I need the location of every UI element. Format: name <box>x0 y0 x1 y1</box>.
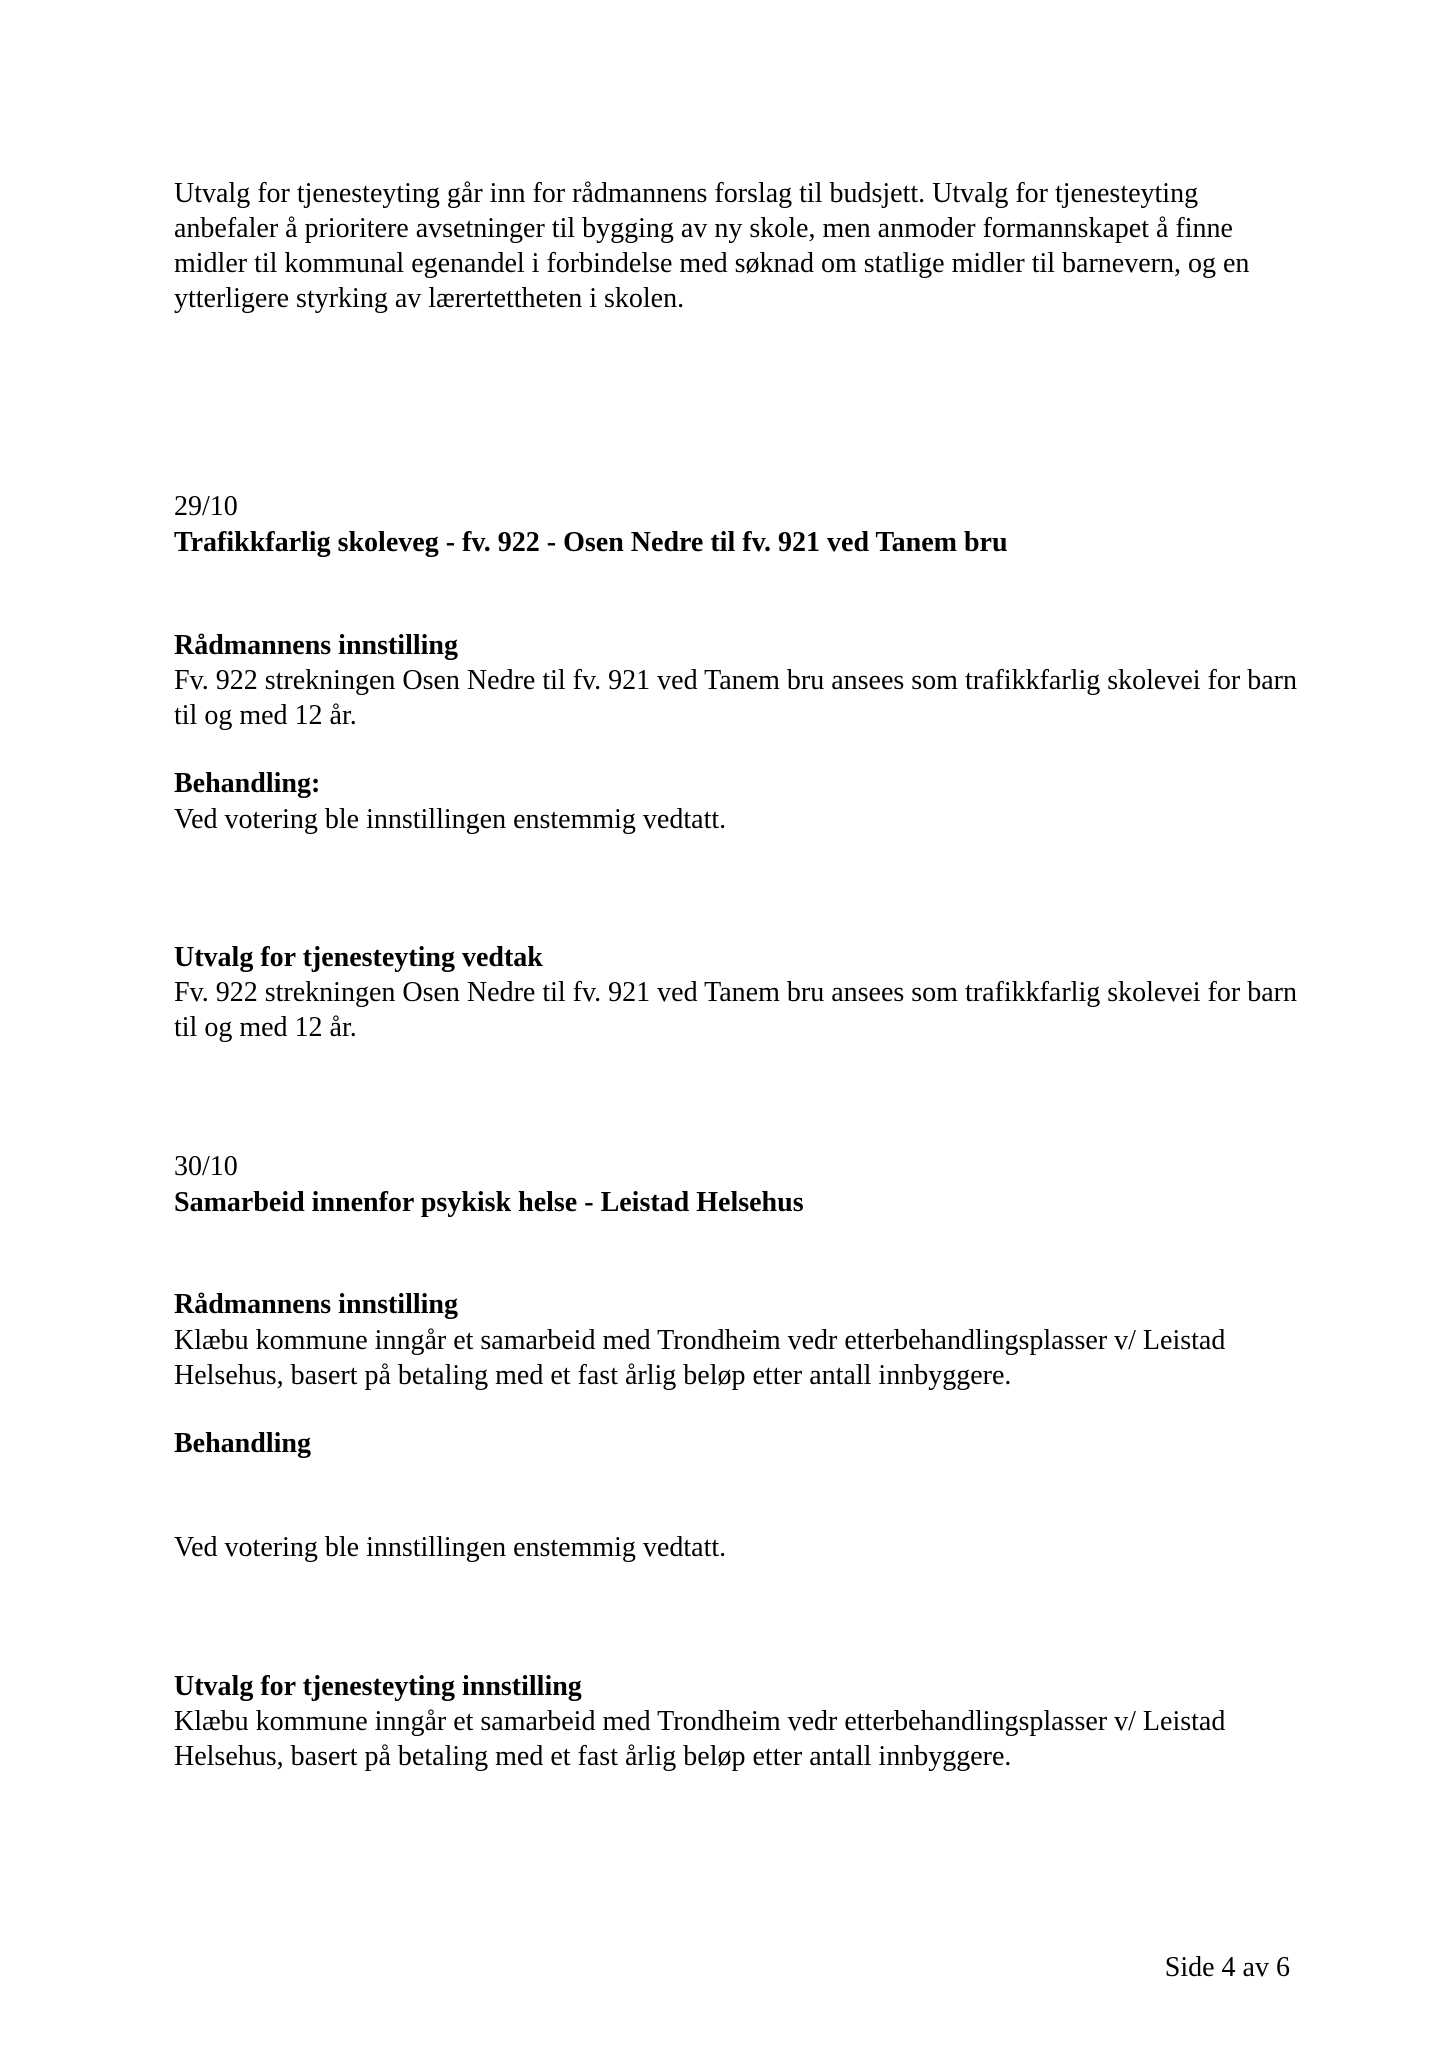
case-30-number: 30/10 <box>174 1151 238 1182</box>
case-29-treatment-heading: Behandling: <box>174 768 321 799</box>
case-30-treatment-text: Ved votering ble innstillingen enstemmig vedtatt. <box>174 1532 727 1563</box>
case-30-treatment-heading: Behandling <box>174 1428 311 1459</box>
case-30-committee-heading: Utvalg for tjenesteyting innstilling <box>174 1671 582 1702</box>
case-29-treatment-text: Ved votering ble innstillingen enstemmig vedtatt. <box>174 804 727 835</box>
case-30-committee-text: Klæbu kommune inngår et samarbeid med Trondheim vedr etterbehandlingsplasser v/ Leistad Helsehus, basert på betaling med et fast årlig beløp etter antall innbyggere. <box>174 1706 1226 1772</box>
case-30-recommendation-heading: Rådmannens innstilling <box>174 1289 458 1320</box>
case-29-recommendation-text: Fv. 922 strekningen Osen Nedre til fv. 921 ved Tanem bru ansees som trafikkfarlig skolevei for barn til og med 12 år. <box>174 665 1297 731</box>
case-29-title: Trafikkfarlig skoleveg - fv. 922 - Osen Nedre til fv. 921 ved Tanem bru <box>174 527 1008 558</box>
case-29-number: 29/10 <box>174 491 238 522</box>
case-30-recommendation-text: Klæbu kommune inngår et samarbeid med Trondheim vedr etterbehandlingsplasser v/ Leistad Helsehus, basert på betaling med et fast årlig beløp etter antall innbyggere. <box>174 1325 1226 1391</box>
case-29-decision-heading: Utvalg for tjenesteyting vedtak <box>174 942 543 973</box>
case-29-decision-text: Fv. 922 strekningen Osen Nedre til fv. 921 ved Tanem bru ansees som trafikkfarlig skolevei for barn til og med 12 år. <box>174 977 1297 1043</box>
intro-paragraph: Utvalg for tjenesteyting går inn for rådmannens forslag til budsjett. Utvalg for tjenesteyting anbefaler å prioritere avsetninger til bygging av ny skole, men anmoder formannskapet å finne midler til kommunal egenandel i forbindelse med søknad om statlige midler til barnevern, og en ytterligere styrking av lærertettheten i skolen. <box>174 178 1250 314</box>
page-number: Side 4 av 6 <box>1164 1952 1290 1983</box>
case-30-title: Samarbeid innenfor psykisk helse - Leistad Helsehus <box>174 1187 804 1218</box>
case-29-recommendation-heading: Rådmannens innstilling <box>174 630 458 661</box>
